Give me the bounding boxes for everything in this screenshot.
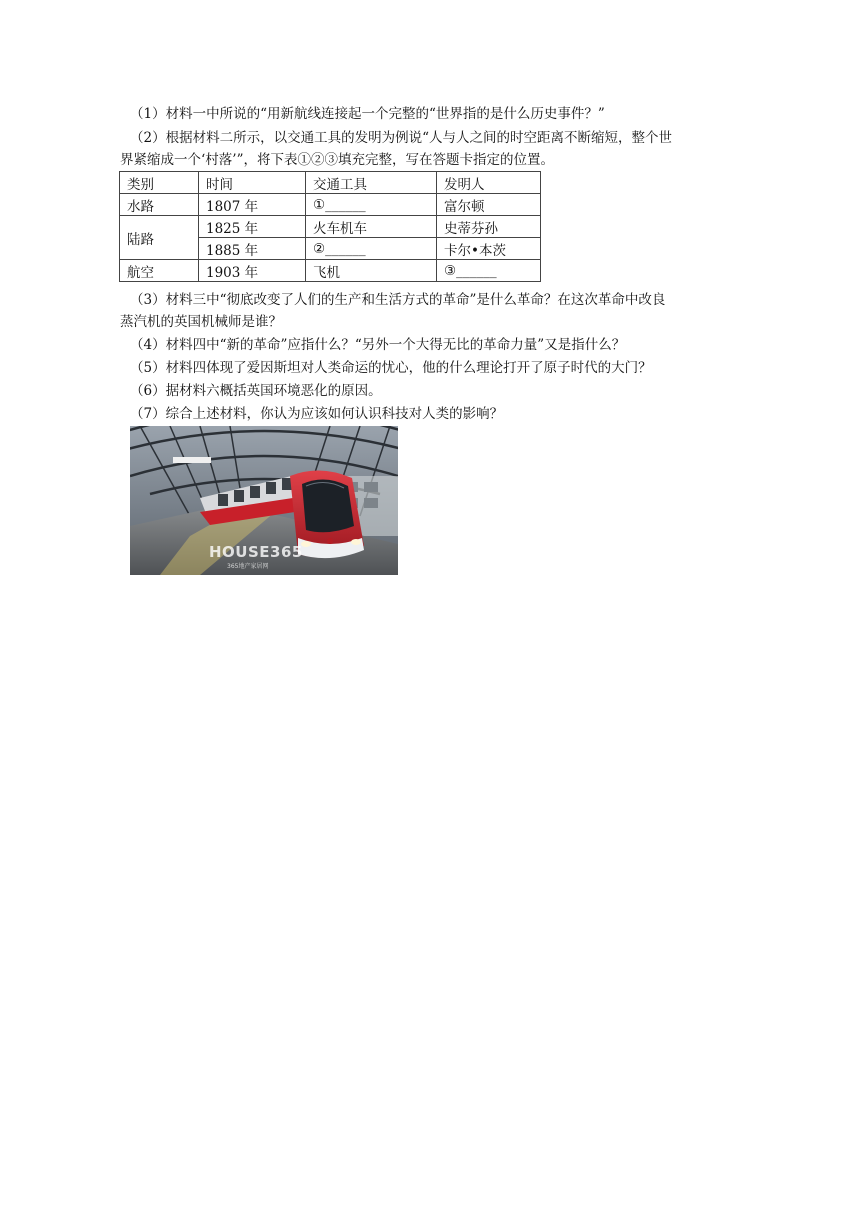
blank-1: ①______	[306, 194, 437, 216]
question-6: （6）据材料六概括英国环境恶化的原因。	[130, 383, 382, 399]
question-4: （4）材料四中“新的革命”应指什么？“另外一个大得无比的革命力量”又是指什么？	[130, 337, 626, 353]
transport-table	[119, 171, 541, 282]
header-time: 时间	[199, 172, 306, 194]
watermark-subtitle: 365地产家居网	[227, 563, 269, 570]
vehicle-land-1: 火车机车	[306, 216, 437, 238]
vehicle-air: 飞机	[306, 260, 437, 282]
header-category: 类别	[120, 172, 199, 194]
subway-train-photo	[130, 426, 398, 575]
year-water: 1807 年	[199, 194, 306, 216]
table-row	[120, 216, 541, 238]
question-3-line-1: （3）材料三中“彻底改变了人们的生产和生活方式的革命”是什么革命？在这次革命中改良	[130, 292, 666, 308]
question-3-line-2: 蒸汽机的英国机械师是谁？	[120, 314, 282, 330]
header-inventor: 发明人	[437, 172, 541, 194]
category-air: 航空	[120, 260, 199, 282]
question-1: （1）材料一中所说的“用新航线连接起一个完整的“世界指的是什么历史事件？”	[130, 106, 605, 122]
category-water: 水路	[120, 194, 199, 216]
question-7: （7）综合上述材料，你认为应该如何认识科技对人类的影响？	[130, 406, 504, 422]
blank-3: ③______	[437, 260, 541, 282]
header-vehicle: 交通工具	[306, 172, 437, 194]
question-2-line-2: 界紧缩成一个‘村落’”，将下表①②③填充完整，写在答题卡指定的位置。	[120, 152, 554, 168]
table-header-row	[120, 172, 541, 194]
table-row	[120, 194, 541, 216]
question-2-line-1: （2）根据材料二所示，以交通工具的发明为例说“人与人之间的时空距离不断缩短，整个世	[130, 130, 672, 146]
inventor-water: 富尔顿	[437, 194, 541, 216]
question-5: （5）材料四体现了爱因斯坦对人类命运的忧心，他的什么理论打开了原子时代的大门？	[130, 360, 652, 376]
table-row	[120, 260, 541, 282]
inventor-land-1: 史蒂芬孙	[437, 216, 541, 238]
year-land-2: 1885 年	[199, 238, 306, 260]
watermark-logo: HOUSE365	[209, 543, 303, 561]
year-land-1: 1825 年	[199, 216, 306, 238]
blank-2: ②______	[306, 238, 437, 260]
year-air: 1903 年	[199, 260, 306, 282]
category-land: 陆路	[120, 216, 199, 260]
inventor-land-2: 卡尔•本茨	[437, 238, 541, 260]
